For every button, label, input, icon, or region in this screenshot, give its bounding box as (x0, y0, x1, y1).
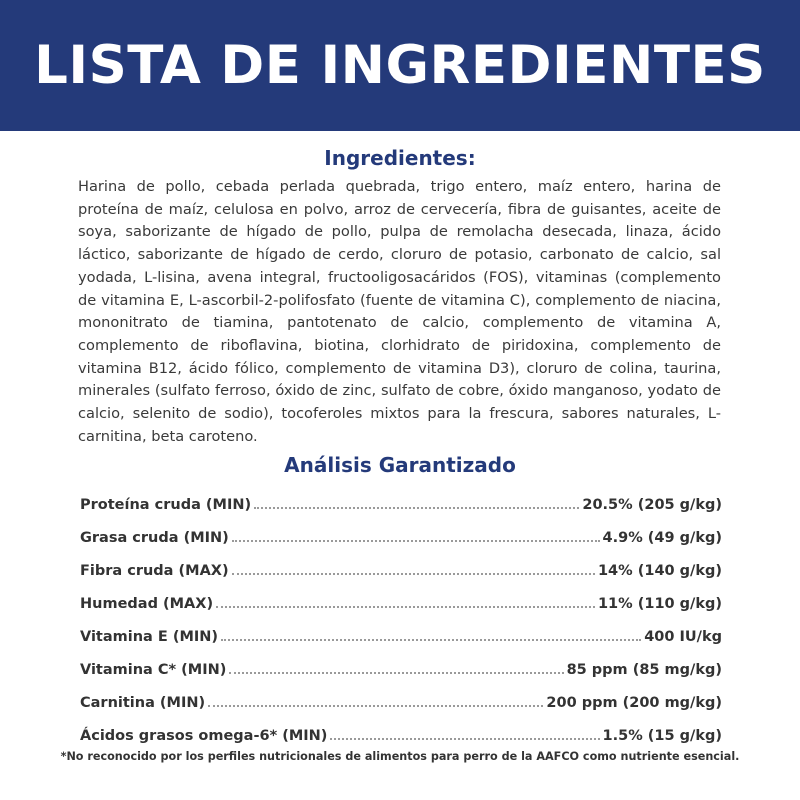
analysis-row-value: 200 ppm (200 mg/kg) (546, 695, 722, 711)
dot-leader (232, 573, 595, 575)
analysis-row-value: 85 ppm (85 mg/kg) (566, 662, 722, 678)
dot-leader (221, 639, 641, 641)
analysis-row-name: Vitamina E (MIN) (80, 629, 219, 645)
analysis-row-name: Ácidos grasos omega-6* (MIN) (80, 728, 328, 744)
footnote: *No reconocido por los perfiles nutricionales de alimentos para perro de la AAFCO como nutriente esencial. (60, 750, 740, 763)
dot-leader (232, 540, 600, 542)
analysis-row-value: 20.5% (205 g/kg) (582, 497, 722, 513)
analysis-row-value: 11% (110 g/kg) (597, 596, 722, 612)
dot-leader (330, 738, 599, 740)
analysis-row-name: Fibra cruda (MAX) (80, 563, 229, 579)
analysis-row-name: Grasa cruda (MIN) (80, 530, 229, 546)
dot-leader (208, 705, 543, 707)
dot-leader (254, 507, 579, 509)
analysis-row-fiber (80, 546, 722, 579)
analysis-row-protein (80, 480, 722, 513)
analysis-row-value: 14% (140 g/kg) (597, 563, 722, 579)
analysis-row-value: 4.9% (49 g/kg) (602, 530, 722, 546)
analysis-row-value: 400 IU/kg (644, 629, 722, 645)
analysis-row-vitamin-c (80, 645, 722, 678)
analysis-row-name: Proteína cruda (MIN) (80, 497, 252, 513)
title-banner (0, 0, 800, 131)
analysis-row-fat (80, 513, 722, 546)
analysis-row-vitamin-e (80, 612, 722, 645)
dot-leader (216, 606, 595, 608)
analysis-heading: Análisis Garantizado (284, 453, 516, 477)
dot-leader (229, 672, 563, 674)
analysis-row-name: Carnitina (MIN) (80, 695, 206, 711)
analysis-row-omega-6 (80, 711, 722, 744)
analysis-row-carnitine (80, 678, 722, 711)
analysis-row-moisture (80, 579, 722, 612)
analysis-row-value: 1.5% (15 g/kg) (602, 728, 722, 744)
page-title: LISTA DE INGREDIENTES (34, 35, 766, 96)
ingredients-text: Harina de pollo, cebada perlada quebrada, trigo entero, maíz entero, harina de proteína de maíz, celulosa en polvo, arroz de cervecería, fibra de guisantes, aceite de soya, saborizante de hígado de pollo, pulpa de remolacha desecada, linaza, ácido láctico, saborizante de hígado de cerdo, cloruro de potasio, carbonato de calcio, sal yodada, L-lisina, avena integral, fructooligosacáridos (FOS), vitaminas (complemento de vitamina E, L-ascorbil-2-polifosfato (fuente de vitamina C), complemento de niacina, mononitrato de tiamina, pantotenato de calcio, complemento de vitamina A, complemento de riboflavina, biotina, clorhidrato de piridoxina, complemento de vitamina B12, ácido fólico, complemento de vitamina D3), cloruro de colina, taurina, minerales (sulfato ferroso, óxido de zinc, sulfato de cobre, óxido manganoso, yodato de calcio, selenito de sodio), tocoferoles mixtos para la frescura, sabores naturales, L-carnitina, beta caroteno. (78, 178, 721, 445)
guaranteed-analysis-table (80, 480, 722, 744)
analysis-row-name: Vitamina C* (MIN) (80, 662, 227, 678)
analysis-row-name: Humedad (MAX) (80, 596, 214, 612)
ingredients-heading: Ingredientes: (324, 146, 476, 170)
